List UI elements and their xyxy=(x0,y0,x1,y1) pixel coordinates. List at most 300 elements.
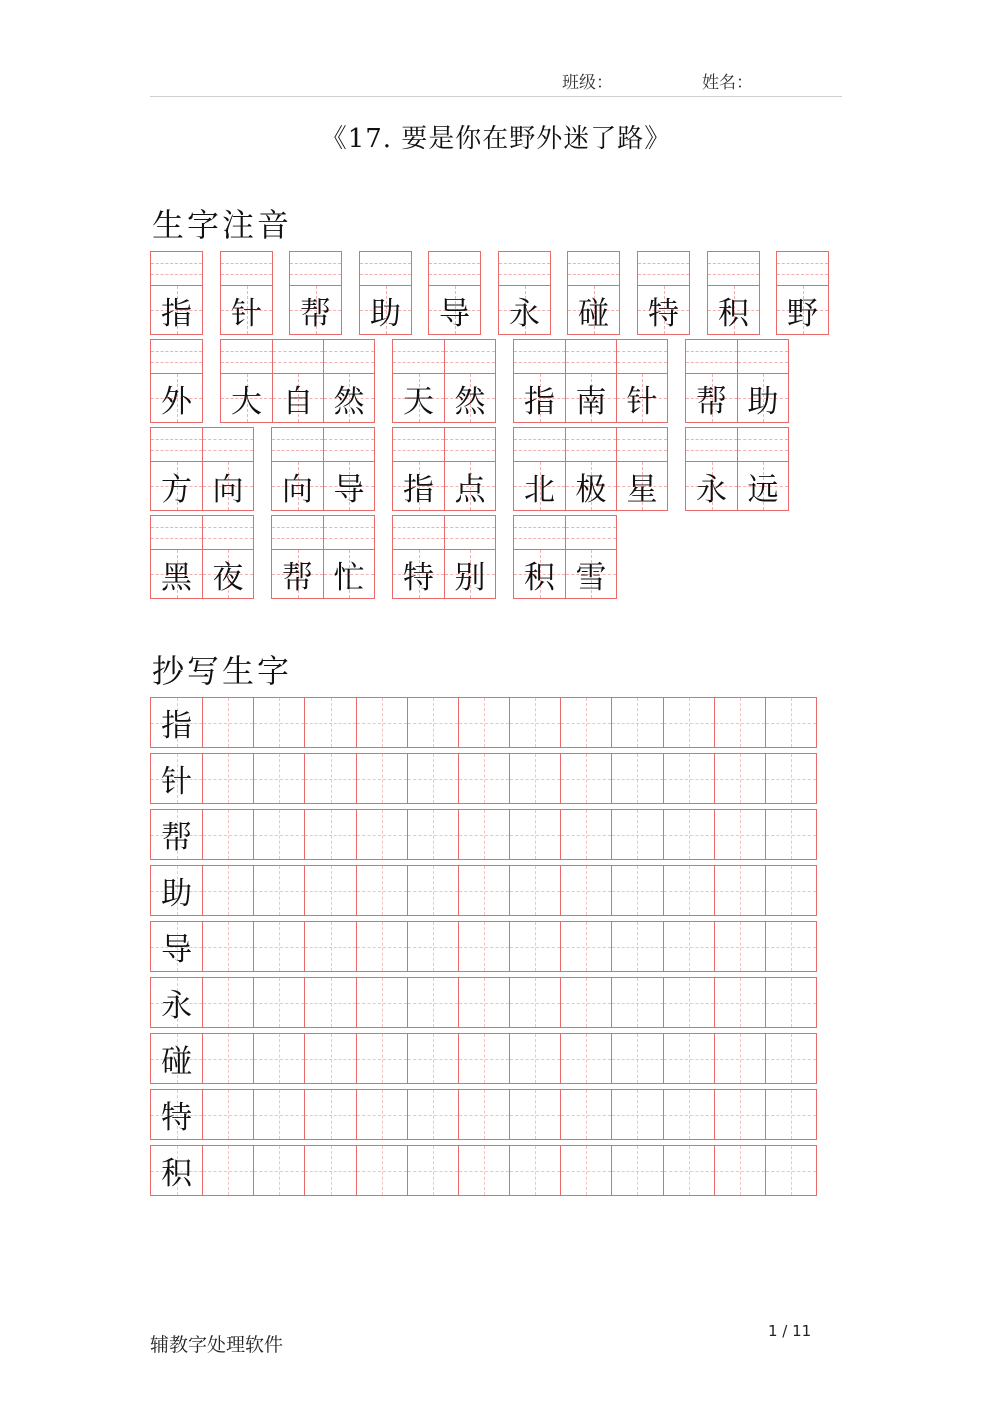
model-char: 积 xyxy=(161,1156,193,1192)
practice-cell[interactable] xyxy=(509,922,560,971)
footer-software: 辅教字处理软件 xyxy=(150,1334,284,1356)
practice-cell[interactable] xyxy=(714,1034,765,1083)
hanzi-char: 南 xyxy=(575,383,607,420)
char-cell xyxy=(272,428,323,510)
hanzi-cell xyxy=(738,462,788,510)
practice-cell[interactable] xyxy=(304,754,355,803)
char-cell xyxy=(444,340,495,422)
char-cell xyxy=(151,340,202,422)
hanzi-cell xyxy=(708,286,759,334)
practice-cell[interactable] xyxy=(509,1146,560,1195)
practice-cell[interactable] xyxy=(663,922,714,971)
hanzi-cell xyxy=(360,286,411,334)
hanzi-char: 野 xyxy=(787,295,818,332)
hanzi-char: 黑 xyxy=(161,559,192,596)
hanzi-cell xyxy=(638,286,689,334)
model-char: 帮 xyxy=(161,820,193,856)
copy-row xyxy=(150,753,817,804)
hanzi-cell xyxy=(203,550,253,598)
practice-cell[interactable] xyxy=(611,754,662,803)
hanzi-char: 指 xyxy=(161,295,192,332)
hanzi-cell xyxy=(324,462,374,510)
word-box xyxy=(392,339,496,423)
pinyin-write-area[interactable] xyxy=(738,340,788,374)
word-box xyxy=(513,515,617,599)
practice-cell[interactable] xyxy=(253,698,304,747)
practice-cell[interactable] xyxy=(407,1090,458,1139)
char-cell xyxy=(393,340,444,422)
pinyin-write-area[interactable] xyxy=(566,428,616,462)
hanzi-char: 特 xyxy=(648,295,679,332)
hanzi-cell xyxy=(499,286,550,334)
model-char-cell xyxy=(151,922,202,971)
hanzi-char: 永 xyxy=(509,295,540,332)
practice-cell[interactable] xyxy=(714,866,765,915)
word-box xyxy=(150,251,203,335)
practice-cell[interactable] xyxy=(253,810,304,859)
char-cell xyxy=(708,252,759,334)
char-cell xyxy=(777,252,828,334)
pinyin-write-area[interactable] xyxy=(393,340,444,374)
hanzi-char: 帮 xyxy=(696,383,727,420)
hanzi-char: 然 xyxy=(454,383,486,420)
word-box xyxy=(271,515,375,599)
practice-cell[interactable] xyxy=(253,754,304,803)
practice-cell[interactable] xyxy=(765,754,816,803)
practice-cell[interactable] xyxy=(509,754,560,803)
hanzi-char: 大 xyxy=(231,383,262,420)
hanzi-cell xyxy=(393,374,444,422)
practice-cell[interactable] xyxy=(714,978,765,1027)
hanzi-char: 星 xyxy=(626,471,658,508)
practice-cell[interactable] xyxy=(611,1034,662,1083)
copy-row xyxy=(150,1145,817,1196)
pinyin-write-area[interactable] xyxy=(499,252,550,286)
char-cell xyxy=(221,252,272,334)
practice-cell[interactable] xyxy=(765,1090,816,1139)
hanzi-char: 指 xyxy=(403,471,434,508)
word-box xyxy=(685,427,789,511)
pinyin-write-area[interactable] xyxy=(514,428,565,462)
pinyin-write-area[interactable] xyxy=(514,340,565,374)
char-cell xyxy=(202,428,253,510)
model-char-cell xyxy=(151,810,202,859)
word-box xyxy=(513,427,668,511)
practice-cell[interactable] xyxy=(356,922,407,971)
pinyin-write-area[interactable] xyxy=(445,516,495,550)
practice-cell[interactable] xyxy=(560,698,611,747)
practice-cell[interactable] xyxy=(356,810,407,859)
hanzi-char: 极 xyxy=(575,471,607,508)
hanzi-char: 帮 xyxy=(282,559,313,596)
copy-row xyxy=(150,809,817,860)
char-cell xyxy=(514,516,565,598)
char-cell xyxy=(323,340,374,422)
hanzi-char: 向 xyxy=(212,471,244,508)
practice-cell[interactable] xyxy=(458,1034,509,1083)
model-char-cell xyxy=(151,978,202,1027)
pinyin-write-area[interactable] xyxy=(324,516,374,550)
char-cell xyxy=(360,252,411,334)
char-cell xyxy=(514,340,565,422)
practice-cell[interactable] xyxy=(458,754,509,803)
char-cell xyxy=(151,516,202,598)
practice-cell[interactable] xyxy=(304,1090,355,1139)
word-box xyxy=(513,339,668,423)
copy-row xyxy=(150,865,817,916)
practice-cell[interactable] xyxy=(253,1146,304,1195)
hanzi-cell xyxy=(429,286,480,334)
hanzi-cell xyxy=(445,462,495,510)
practice-cell[interactable] xyxy=(509,810,560,859)
hanzi-char: 帮 xyxy=(300,295,331,332)
hanzi-char: 北 xyxy=(524,471,555,508)
pinyin-write-area[interactable] xyxy=(686,428,737,462)
practice-cell[interactable] xyxy=(407,698,458,747)
practice-cell[interactable] xyxy=(458,866,509,915)
hanzi-char: 永 xyxy=(696,471,727,508)
hanzi-char: 远 xyxy=(747,471,779,508)
char-cell xyxy=(616,428,667,510)
hanzi-char: 夜 xyxy=(212,559,244,596)
hanzi-char: 助 xyxy=(747,383,779,420)
pinyin-write-area[interactable] xyxy=(429,252,480,286)
practice-cell[interactable] xyxy=(253,978,304,1027)
pinyin-write-area[interactable] xyxy=(203,516,253,550)
practice-cell[interactable] xyxy=(356,754,407,803)
practice-cell[interactable] xyxy=(458,978,509,1027)
word-box xyxy=(707,251,760,335)
practice-cell[interactable] xyxy=(253,922,304,971)
char-cell xyxy=(444,516,495,598)
pinyin-write-area[interactable] xyxy=(203,428,253,462)
practice-cell[interactable] xyxy=(356,698,407,747)
hanzi-char: 别 xyxy=(454,559,486,596)
word-box xyxy=(637,251,690,335)
practice-cell[interactable] xyxy=(458,810,509,859)
word-box xyxy=(567,251,620,335)
hanzi-cell xyxy=(686,462,737,510)
model-char: 碰 xyxy=(161,1044,193,1080)
practice-cell[interactable] xyxy=(304,698,355,747)
practice-cell[interactable] xyxy=(304,978,355,1027)
pinyin-write-area[interactable] xyxy=(708,252,759,286)
practice-cell[interactable] xyxy=(458,1146,509,1195)
word-box xyxy=(776,251,829,335)
pinyin-write-area[interactable] xyxy=(360,252,411,286)
practice-cell[interactable] xyxy=(611,1146,662,1195)
practice-cell[interactable] xyxy=(304,922,355,971)
hanzi-cell xyxy=(514,374,565,422)
hanzi-cell xyxy=(445,550,495,598)
practice-cell[interactable] xyxy=(663,1090,714,1139)
class-label: 班级： xyxy=(562,73,613,93)
practice-cell[interactable] xyxy=(202,1090,253,1139)
hanzi-char: 导 xyxy=(439,295,470,332)
char-cell xyxy=(514,428,565,510)
pinyin-write-area[interactable] xyxy=(290,252,341,286)
pinyin-write-area[interactable] xyxy=(566,516,616,550)
word-box xyxy=(220,339,375,423)
hanzi-char: 助 xyxy=(370,295,401,332)
copy-row xyxy=(150,1033,817,1084)
practice-cell[interactable] xyxy=(356,1034,407,1083)
practice-cell[interactable] xyxy=(765,1146,816,1195)
char-cell xyxy=(737,428,788,510)
practice-cell[interactable] xyxy=(714,1146,765,1195)
practice-cell[interactable] xyxy=(765,810,816,859)
practice-cell[interactable] xyxy=(253,1090,304,1139)
char-cell xyxy=(565,428,616,510)
pinyin-write-area[interactable] xyxy=(777,252,828,286)
practice-cell[interactable] xyxy=(202,922,253,971)
hanzi-cell xyxy=(617,374,667,422)
practice-cell[interactable] xyxy=(407,866,458,915)
hanzi-char: 积 xyxy=(718,295,749,332)
model-char: 永 xyxy=(161,988,193,1024)
pinyin-write-area[interactable] xyxy=(617,428,667,462)
hanzi-cell xyxy=(272,550,323,598)
practice-cell[interactable] xyxy=(765,922,816,971)
practice-cell[interactable] xyxy=(765,1034,816,1083)
word-box xyxy=(150,427,254,511)
word-box xyxy=(289,251,342,335)
practice-cell[interactable] xyxy=(714,698,765,747)
hanzi-cell xyxy=(151,374,202,422)
model-char-cell xyxy=(151,1146,202,1195)
page-header xyxy=(150,66,842,97)
practice-cell[interactable] xyxy=(663,978,714,1027)
copy-row xyxy=(150,921,817,972)
model-char-cell xyxy=(151,754,202,803)
hanzi-cell xyxy=(272,462,323,510)
practice-cell[interactable] xyxy=(663,1034,714,1083)
practice-cell[interactable] xyxy=(611,978,662,1027)
hanzi-cell xyxy=(151,462,202,510)
practice-cell[interactable] xyxy=(202,978,253,1027)
word-box xyxy=(220,251,273,335)
practice-cell[interactable] xyxy=(663,866,714,915)
pinyin-write-area[interactable] xyxy=(272,516,323,550)
hanzi-cell xyxy=(568,286,619,334)
practice-cell[interactable] xyxy=(560,754,611,803)
practice-cell[interactable] xyxy=(714,810,765,859)
practice-cell[interactable] xyxy=(611,1090,662,1139)
char-cell xyxy=(272,516,323,598)
practice-cell[interactable] xyxy=(509,1034,560,1083)
practice-cell[interactable] xyxy=(253,866,304,915)
practice-cell[interactable] xyxy=(407,810,458,859)
practice-cell[interactable] xyxy=(407,1034,458,1083)
practice-cell[interactable] xyxy=(509,1090,560,1139)
practice-cell[interactable] xyxy=(509,698,560,747)
practice-cell[interactable] xyxy=(765,866,816,915)
word-box xyxy=(392,427,496,511)
hanzi-cell xyxy=(566,550,616,598)
practice-cell[interactable] xyxy=(356,1146,407,1195)
pinyin-write-area[interactable] xyxy=(445,428,495,462)
section-title-pinyin: 生字注音 xyxy=(152,206,293,244)
page-number: 1 / 11 xyxy=(768,1322,812,1340)
practice-cell[interactable] xyxy=(714,922,765,971)
practice-cell[interactable] xyxy=(765,978,816,1027)
practice-cell[interactable] xyxy=(663,698,714,747)
hanzi-char: 忙 xyxy=(333,559,365,596)
pinyin-write-area[interactable] xyxy=(273,340,323,374)
word-box xyxy=(271,427,375,511)
page-title: 《17. 要是你在野外迷了路》 xyxy=(320,124,672,154)
pinyin-write-area[interactable] xyxy=(686,340,737,374)
hanzi-char: 特 xyxy=(403,559,434,596)
pinyin-write-area[interactable] xyxy=(738,428,788,462)
practice-cell[interactable] xyxy=(304,1146,355,1195)
hanzi-char: 点 xyxy=(454,471,486,508)
pinyin-write-area[interactable] xyxy=(151,340,202,374)
pinyin-write-area[interactable] xyxy=(393,428,444,462)
practice-cell[interactable] xyxy=(407,922,458,971)
practice-cell[interactable] xyxy=(663,810,714,859)
pinyin-write-area[interactable] xyxy=(393,516,444,550)
char-cell xyxy=(202,516,253,598)
hanzi-char: 导 xyxy=(333,471,365,508)
practice-cell[interactable] xyxy=(560,1090,611,1139)
hanzi-cell xyxy=(273,374,323,422)
practice-cell[interactable] xyxy=(509,866,560,915)
pinyin-write-area[interactable] xyxy=(638,252,689,286)
hanzi-cell xyxy=(514,550,565,598)
practice-cell[interactable] xyxy=(356,866,407,915)
practice-cell[interactable] xyxy=(458,1090,509,1139)
char-cell xyxy=(565,340,616,422)
practice-cell[interactable] xyxy=(407,978,458,1027)
word-box xyxy=(392,515,496,599)
model-char-cell xyxy=(151,698,202,747)
model-char: 针 xyxy=(161,764,193,800)
pinyin-write-area[interactable] xyxy=(324,340,374,374)
hanzi-char: 自 xyxy=(282,383,314,420)
model-char: 导 xyxy=(161,932,193,968)
practice-cell[interactable] xyxy=(714,1090,765,1139)
pinyin-write-area[interactable] xyxy=(324,428,374,462)
pinyin-write-area[interactable] xyxy=(221,252,272,286)
practice-cell[interactable] xyxy=(304,1034,355,1083)
hanzi-char: 针 xyxy=(231,295,262,332)
copy-row xyxy=(150,977,817,1028)
pinyin-write-area[interactable] xyxy=(221,340,272,374)
practice-cell[interactable] xyxy=(765,698,816,747)
hanzi-char: 然 xyxy=(333,383,365,420)
model-char-cell xyxy=(151,1034,202,1083)
practice-cell[interactable] xyxy=(509,978,560,1027)
char-cell xyxy=(444,428,495,510)
copy-row xyxy=(150,1089,817,1140)
practice-cell[interactable] xyxy=(560,866,611,915)
practice-cell[interactable] xyxy=(202,810,253,859)
hanzi-char: 积 xyxy=(524,559,555,596)
hanzi-cell xyxy=(777,286,828,334)
hanzi-cell xyxy=(324,550,374,598)
section-title-copy: 抄写生字 xyxy=(152,652,293,690)
word-box xyxy=(150,515,254,599)
practice-cell[interactable] xyxy=(560,1146,611,1195)
pinyin-write-area[interactable] xyxy=(272,428,323,462)
hanzi-char: 指 xyxy=(524,383,555,420)
hanzi-char: 向 xyxy=(282,471,313,508)
practice-cell[interactable] xyxy=(458,922,509,971)
practice-cell[interactable] xyxy=(356,1090,407,1139)
practice-cell[interactable] xyxy=(458,698,509,747)
practice-cell[interactable] xyxy=(663,1146,714,1195)
copy-practice-grid xyxy=(150,697,817,1201)
word-box xyxy=(428,251,481,335)
char-cell xyxy=(151,252,202,334)
practice-cell[interactable] xyxy=(304,810,355,859)
hanzi-cell xyxy=(151,286,202,334)
practice-cell[interactable] xyxy=(714,754,765,803)
pinyin-write-area[interactable] xyxy=(151,516,202,550)
char-cell xyxy=(686,428,737,510)
hanzi-cell xyxy=(738,374,788,422)
char-cell xyxy=(499,252,550,334)
practice-cell[interactable] xyxy=(202,866,253,915)
char-cell xyxy=(616,340,667,422)
char-cell xyxy=(565,516,616,598)
hanzi-cell xyxy=(393,462,444,510)
char-cell xyxy=(737,340,788,422)
char-cell xyxy=(568,252,619,334)
practice-cell[interactable] xyxy=(611,866,662,915)
pinyin-write-area[interactable] xyxy=(568,252,619,286)
pinyin-write-area[interactable] xyxy=(566,340,616,374)
char-cell xyxy=(686,340,737,422)
hanzi-cell xyxy=(445,374,495,422)
practice-cell[interactable] xyxy=(202,754,253,803)
pinyin-write-area[interactable] xyxy=(151,428,202,462)
pinyin-write-area[interactable] xyxy=(445,340,495,374)
pinyin-write-area[interactable] xyxy=(514,516,565,550)
practice-cell[interactable] xyxy=(560,1034,611,1083)
model-char: 特 xyxy=(161,1100,193,1136)
practice-cell[interactable] xyxy=(560,978,611,1027)
practice-cell[interactable] xyxy=(407,754,458,803)
practice-cell[interactable] xyxy=(202,1034,253,1083)
char-cell xyxy=(393,428,444,510)
practice-cell[interactable] xyxy=(202,1146,253,1195)
practice-cell[interactable] xyxy=(304,866,355,915)
practice-cell[interactable] xyxy=(611,698,662,747)
practice-cell[interactable] xyxy=(202,698,253,747)
word-box xyxy=(359,251,412,335)
pinyin-write-area[interactable] xyxy=(617,340,667,374)
copy-row xyxy=(150,697,817,748)
practice-cell[interactable] xyxy=(611,922,662,971)
model-char-cell xyxy=(151,866,202,915)
char-cell xyxy=(221,340,272,422)
practice-cell[interactable] xyxy=(611,810,662,859)
hanzi-char: 天 xyxy=(403,383,434,420)
hanzi-cell xyxy=(686,374,737,422)
char-cell xyxy=(638,252,689,334)
char-cell xyxy=(429,252,480,334)
practice-cell[interactable] xyxy=(560,922,611,971)
practice-cell[interactable] xyxy=(356,978,407,1027)
practice-cell[interactable] xyxy=(407,1146,458,1195)
practice-cell[interactable] xyxy=(253,1034,304,1083)
hanzi-cell xyxy=(151,550,202,598)
practice-cell[interactable] xyxy=(663,754,714,803)
practice-cell[interactable] xyxy=(560,810,611,859)
pinyin-write-area[interactable] xyxy=(151,252,202,286)
